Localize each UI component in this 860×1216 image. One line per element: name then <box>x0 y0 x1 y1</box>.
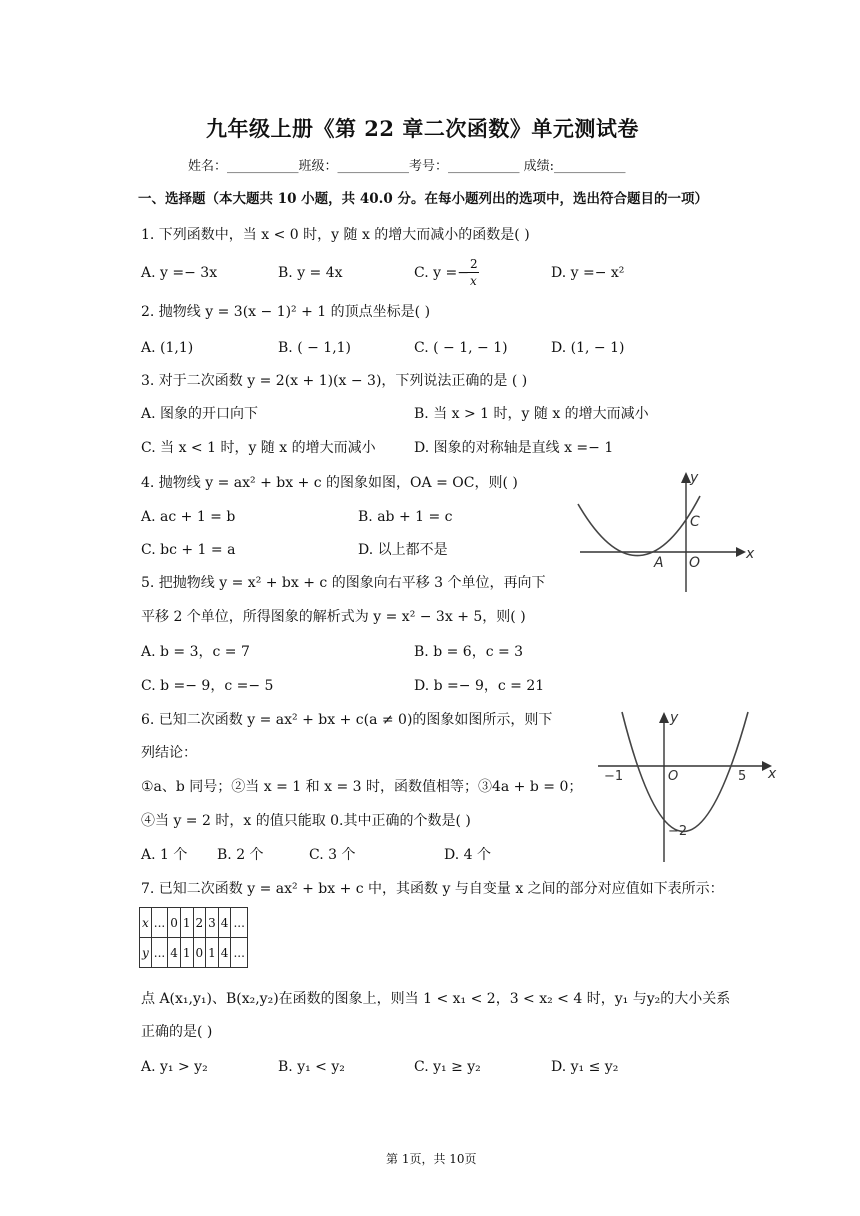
section-heading: 一、选择题（本大题共 10 小题，共 40.0 分。在每小题列出的选项中，选出符合题目的一项） <box>138 191 708 207</box>
q5-option-b: B. b = 6，c = 3 <box>414 644 524 660</box>
q6-stem-line2: 列结论： <box>141 745 197 761</box>
student-info-line: 姓名：___________班级：___________考号：___________ 成绩:___________ <box>188 159 626 174</box>
q4-option-c: C. bc + 1 = a <box>141 542 236 558</box>
q1-option-c: C. y =− <box>414 265 469 281</box>
table-cell: ... <box>231 908 247 938</box>
q6-stem-line4: ④当 y = 2 时，x 的值只能取 0.其中正确的个数是( ) <box>141 813 471 829</box>
page-title: 九年级上册《第 22 章二次函数》单元测试卷 <box>206 116 639 141</box>
q6-parabola-figure <box>592 706 782 864</box>
page-footer: 第 1页，共 10页 <box>386 1152 477 1166</box>
q1-option-d: D. y =− x² <box>551 265 625 281</box>
parabola-curve <box>578 496 700 556</box>
y-axis-label: y <box>690 470 699 486</box>
q2-stem: 2. 抛物线 y = 3(x − 1)² + 1 的顶点坐标是( ) <box>141 304 431 320</box>
q7-stem-line3: 正确的是( ) <box>141 1024 213 1040</box>
table-cell: 2 <box>193 908 206 938</box>
y-axis-arrow <box>659 712 669 723</box>
table-cell: 1 <box>180 938 193 968</box>
table-cell: 1 <box>206 938 219 968</box>
q7-stem: 7. 已知二次函数 y = ax² + bx + c 中，其函数 y 与自变量 x 之间的部分对应值如下表所示： <box>141 881 724 897</box>
q4-parabola-figure <box>570 466 760 596</box>
q6-option-a: A. 1 个 <box>141 847 188 863</box>
q2-option-d: D. (1, − 1) <box>551 340 625 356</box>
table-cell: 0 <box>168 908 181 938</box>
table-cell: ... <box>231 938 247 968</box>
q7-option-a: A. y₁ > y₂ <box>141 1059 208 1075</box>
table-cell: x <box>140 908 152 938</box>
q2-option-c: C. ( − 1, − 1) <box>414 340 508 356</box>
parabola-curve <box>622 712 748 832</box>
point-c-label: C <box>690 514 700 530</box>
q1-option-b: B. y = 4x <box>278 265 343 281</box>
table-cell: 4 <box>218 908 231 938</box>
q1-stem: 1. 下列函数中，当 x < 0 时，y 随 x 的增大而减小的函数是( ) <box>141 227 530 243</box>
q4-stem: 4. 抛物线 y = ax² + bx + c 的图象如图，OA = OC，则( ) <box>141 475 518 491</box>
q3-option-b: B. 当 x > 1 时，y 随 x 的增大而减小 <box>414 406 649 422</box>
q7-option-d: D. y₁ ≤ y₂ <box>551 1059 619 1075</box>
q3-option-d: D. 图象的对称轴是直线 x =− 1 <box>414 440 614 456</box>
table-cell: y <box>140 938 152 968</box>
q5-option-c: C. b =− 9，c =− 5 <box>141 678 274 694</box>
table-cell: 4 <box>168 938 181 968</box>
table-cell: 4 <box>218 938 231 968</box>
q1-option-a: A. y =− 3x <box>141 265 218 281</box>
q4-option-a: A. ac + 1 = b <box>141 509 236 525</box>
q2-option-a: A. (1,1) <box>141 340 194 356</box>
origin-label: O <box>668 769 679 784</box>
q5-option-a: A. b = 3，c = 7 <box>141 644 250 660</box>
table-cell: ... <box>151 908 167 938</box>
y-axis-label: y <box>670 710 679 726</box>
y-intercept-label: −2 <box>668 824 688 839</box>
q3-option-c: C. 当 x < 1 时，y 随 x 的增大而减小 <box>141 440 376 456</box>
root-five-label: 5 <box>738 769 747 784</box>
q1-option-c-denominator: x <box>470 274 477 288</box>
q5-stem-line1: 5. 把抛物线 y = x² + bx + c 的图象向右平移 3 个单位，再向下 <box>141 575 546 591</box>
fraction-bar <box>467 272 479 273</box>
q4-option-d: D. 以上都不是 <box>358 542 448 558</box>
origin-label: O <box>689 555 701 571</box>
table-cell: 1 <box>180 908 193 938</box>
value-table <box>139 907 248 968</box>
q7-stem-line2: 点 A(x₁,y₁)、B(x₂,y₂)在函数的图象上，则当 1 < x₁ < 2，3 < x₂ < 4 时，y₁ 与y₂的大小关系 <box>141 991 731 1007</box>
q6-option-c: C. 3 个 <box>309 847 356 863</box>
q7-option-b: B. y₁ < y₂ <box>278 1059 345 1075</box>
table-row <box>140 938 248 968</box>
q5-stem-line2: 平移 2 个单位，所得图象的解析式为 y = x² − 3x + 5，则( ) <box>141 609 526 625</box>
q2-option-b: B. ( − 1,1) <box>278 340 352 356</box>
q3-option-a: A. 图象的开口向下 <box>141 406 259 422</box>
q6-stem-line1: 6. 已知二次函数 y = ax² + bx + c(a ≠ 0)的图象如图所示，则下 <box>141 712 553 728</box>
q6-option-d: D. 4 个 <box>444 847 491 863</box>
q7-option-c: C. y₁ ≥ y₂ <box>414 1059 481 1075</box>
table-cell: 0 <box>193 938 206 968</box>
q4-option-b: B. ab + 1 = c <box>358 509 453 525</box>
x-axis-arrow <box>736 547 746 557</box>
point-a-label: A <box>654 555 664 571</box>
q3-stem: 3. 对于二次函数 y = 2(x + 1)(x − 3)，下列说法正确的是 ( ) <box>141 373 528 389</box>
q5-option-d: D. b =− 9，c = 21 <box>414 678 545 694</box>
q1-option-c-numerator: 2 <box>470 257 478 271</box>
x-axis-label: x <box>746 546 755 562</box>
x-axis-label: x <box>768 766 777 782</box>
root-minus-one-label: −1 <box>604 769 624 784</box>
table-cell: 3 <box>206 908 219 938</box>
q6-stem-line3: ①a、b 同号；②当 x = 1 和 x = 3 时，函数值相等；③4a + b = 0； <box>141 779 583 795</box>
q6-option-b: B. 2 个 <box>217 847 264 863</box>
table-row <box>140 908 248 938</box>
table-cell: ... <box>151 938 167 968</box>
